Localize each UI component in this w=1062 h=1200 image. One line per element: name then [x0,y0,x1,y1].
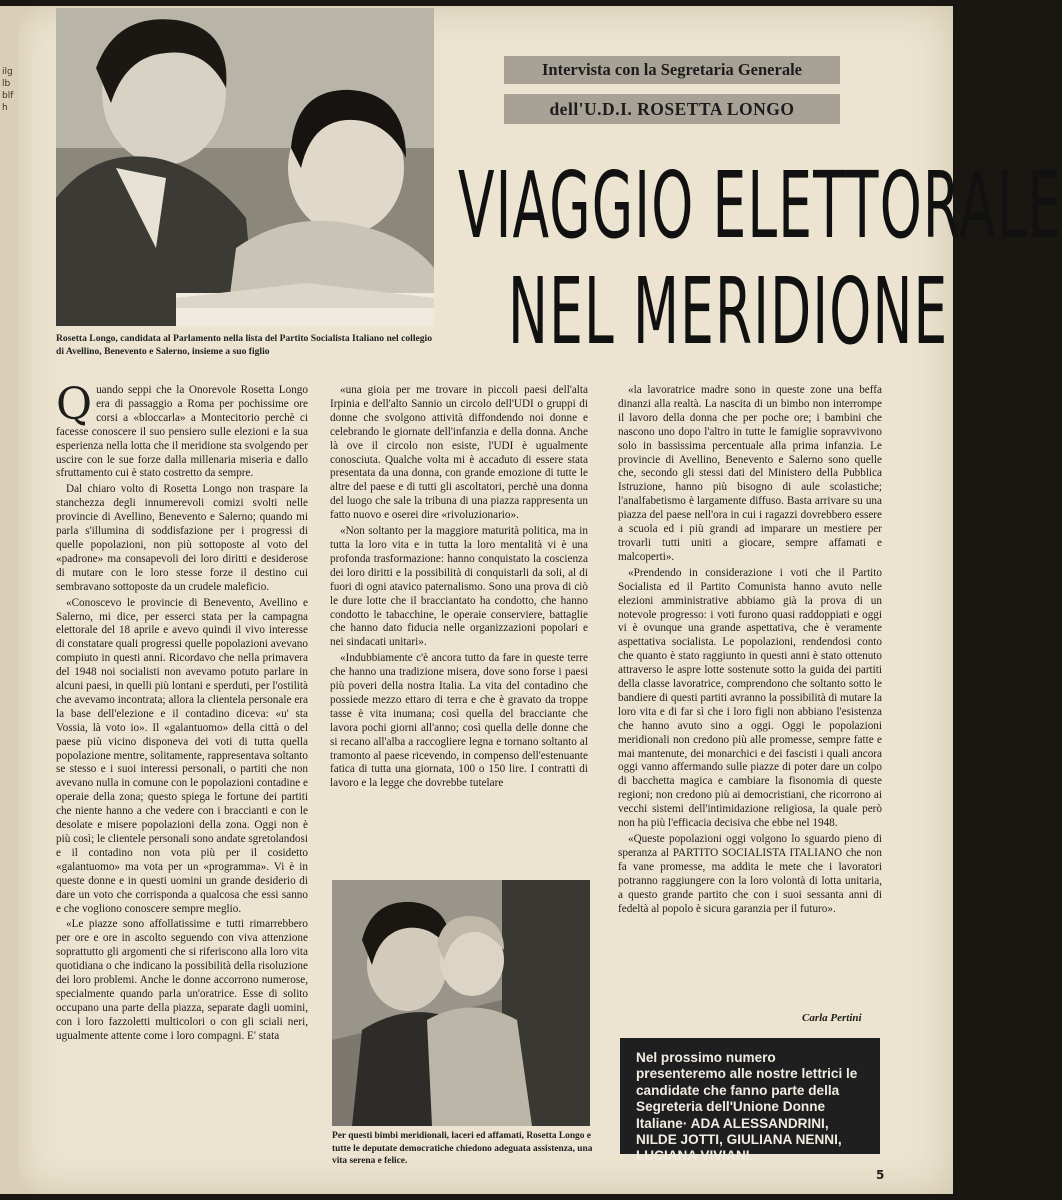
photo-illustration [56,8,434,326]
photo-mother-and-son [56,8,434,326]
kicker-line-2: dell'U.D.I. ROSETTA LONGO [504,94,840,124]
paragraph: «Conoscevo le provincie di Benevento, Avellino e Salerno, mi dice, per esserci stata per la campagna elettorale del 18 aprile e avevo quindi il vivo interesse di constatare quali progressi quelle popolazioni avevano compiuto in questi anni. Ricordavo che nella primavera del 1948 noi socialisti non avevamo potuto parlare in alcuni paesi, in quelli più lontani e sperduti, per l'ostilità che avevamo incontrata; allora la clientela personale era la base dell'elezione e il contadino diceva: «u' sta Vossia, là voto io». Il «galantuomo» della città o del paese più vicino disponeva dei voti di tutta quella popolazione mentre, solitamente, rappresentava soltanto se stesso e i suoi interessi personali, o partiti che non avevano nulla in comune con le popolazioni contadine e operaie della zona; questo spiega le fortune dei partiti che niente hanno a che vedere con i braccianti e con le desolate e misere popolazioni della zona. Oggi non è più così; le clientele personali sono andate sgretolandosi e il contadino non vota più per il cosidetto «galantuomo» ma vota per un «programma». Vi è in queste donne e in questi uomini un grande desiderio di dare un voto che corrisponda a qualcosa che essi sanno e che vogliono conoscere sempre meglio. [56,596,308,915]
paragraph: «Prendendo in considerazione i voti che il Partito Socialista ed il Partito Comunista hanno avuto nelle elezioni amministrative abbiamo già la prova di un notevole progresso: i voti furono quasi raddoppiati e oggi vi è ovunque una grande aspettativa, che è veramente aspettativa socialista. Le popolazioni, rendendosi conto che quanto è stato raggiunto in questi anni è stato ottenuto attraverso le aspre lotte sostenute sotto la guida dei partiti della classe lavoratrice, comprendono che soltanto sotto le bandiere di questi partiti avranno la possibilità di mutare la loro vita e di far sì che i loro figli non abbiano l'esistenza che hanno avuto sino a oggi. Oggi le popolazioni meridionali non credono più alle promesse, sempre fatte e mai mantenute, dei monarchici e dei fascisti i quali ancora oggi vanno affermando sulle piazze di poter dare un colpo di bacchetta magica e cambiare la fisonomia di queste regioni; non credono più ai democristiani, che ricorrono ai vecchi sistemi dell'intimidazione religiosa, la quale però non ha più l'efficacia decisiva che ebbe nel 1948. [618,566,882,830]
photo-top-caption: Rosetta Longo, candidata al Parlamento nella lista del Partito Socialista Italiano nel collegio di Avellino, Benevento e Salerno, insieme a suo figlio [56,333,433,357]
paragraph: «Non soltanto per la maggiore maturità politica, ma in tutta la loro vita e in tutta la loro mentalità vi è una profonda trasformazione: hanno conquistato la coscienza dei loro diritti e la possibilità di conquistarli da soli, al di fuori di ogni atavico paternalismo. Sono una prova di ciò le dure lotte che il bracciantato ha condotto, che hanno condotto le tabacchine, le operaie conserviere, battaglie che hanno dato fiducia nelle organizzazioni popolari e nei sindacati unitari». [330,525,588,649]
adjacent-page-spine [0,6,18,1194]
photo-bottom-caption: Per questi bimbi meridionali, laceri ed affamati, Rosetta Longo e tutte le deputate democratiche chiedono adeguata assistenza, una vita serena e felice. [332,1131,593,1166]
photo-illustration [332,880,590,1126]
photo-southern-children [332,880,590,1126]
article-column-1 [56,379,308,1046]
kicker-line-1: Intervista con la Segretaria Generale [504,56,840,84]
article-column-3 [618,384,882,918]
headline-line-1: VIAGGIO ELETTORALE [458,152,1062,259]
page-number: 5 [876,1168,885,1182]
paragraph: «Queste popolazioni oggi volgono lo sguardo pieno di speranza al PARTITO SOCIALISTA ITALIANO che non fa vane promesse, ma addita le mete che i lavoratori potranno raggiungere con la loro volontà di lotta unitaria, a questo grande partito che con i suoi sessanta anni di fedeltà al popolo è sicura garanzia per il futuro». [618,833,882,915]
author-signature: Carla Pertini [802,1012,862,1024]
paragraph: «una gioia per me trovare in piccoli paesi dell'alta Irpinia e dell'alto Sannio un circolo dell'UDI o gruppi di donne che svolgono attività diffondendo noi donne e celebrando le giornate dell'infanzia e della donna. Anche là ove il circolo non esiste, l'UDI è ugualmente conosciuta. Qualche volta mi è accaduto di essere stata presentata da una donna, con grande emozione di tutte le altre del paese e di tutti gli ascoltatori, perchè una donna del luogo che sale la tribuna di una piazza rappresenta un fatto nuovo e oserei dire «rivoluzionario». [330,384,588,522]
magazine-page [18,6,1062,1194]
paragraph: «Le piazze sono affollatissime e tutti rimarrebbero per ore e ore in ascolto seguendo con viva attenzione soprattutto gli argomenti che si riferiscono alla loro vita quotidiana o che indicano la possibilità della risoluzione dei loro problemi. Anche le donne accorrono numerose, specialmente quando parla un'oratrice. Esse di solito occupano una parte della piazza, separate dagli uomini, con i loro fazzoletti multicolori o con gli sciali neri, ugualmente attente come i loro compagni. E' stata [56,918,308,1042]
paragraph: Dal chiaro volto di Rosetta Longo non traspare la stanchezza degli innumerevoli comizi svolti nelle provincie di Avellino, Benevento e Salerno; quando mi parla s'illumina di soddisfazione per i progressi di quelle popolazioni, non più sottoposte al voto del «padrone» ma consapevoli dei loro diritti e desiderose di mutare con le loro stesse forze il destino cui sembravano sottoposte da un crudele maleficio. [56,483,308,593]
drop-cap: Q [56,379,93,430]
next-issue-promo-box [620,1038,880,1164]
article-column-2 [330,384,588,793]
spine-text: ilglbblfh [2,67,14,113]
promo-text: Nel prossimo numero presenteremo alle nostre lettrici le candidate che fanno parte della Segreteria dell'Unione Donne Italiane· ADA ALESSANDRINI, NILDE JOTTI, GIULIANA NENNI, LUCIANA VIVIANI. [636,1050,858,1164]
headline-line-2: NEL MERIDIONE [508,258,949,365]
paragraph: «la lavoratrice madre sono in queste zone una beffa dinanzi alla realtà. La nascita di un bimbo non interrompe il lavoro della donna che per poche ore; i bambini che nascono uno dopo l'altro in tutte le famiglie sopravvivono solo in bassissima percentuale alla prima infanzia. Le provincie di Avellino, Benevento e Salerno sono quelle che, secondo gli stessi dati del Ministero della Pubblica Istruzione, hanno più bisogno di aule scolastiche; l'analfabetismo è largamente diffuso. Basta arrivare su una piazza del paese nell'ora in cui i ragazzi dovrebbero essere a scuola ed i più grandi ad imparare un mestiere per trovarli tutti uniti a giocare, sempre affamati e malcoperti». [618,384,882,563]
paragraph: uando seppi che la Onorevole Rosetta Longo era di passaggio a Roma per pochissime ore corsi a «bloccarla» a Montecitorio perchè ci facesse conoscere il suo pensiero sulle elezioni e la sua esperienza nella lotta che il meridione sta svolgendo per uscire con le sue forze dalla millenaria miseria e dallo sfruttamento cui è stato costretto da sempre. [56,384,308,480]
paragraph: «Indubbiamente c'è ancora tutto da fare in queste terre che hanno una tradizione misera, dove sono forse i paesi più poveri della nostra Italia. La vita del contadino che possiede mezzo ettaro di terra e che è gravato da troppe tasse è vita inumana; così quella del bracciante che lavora pochi giorni all'anno; così quella delle donne che si recano all'alba a raccogliere legna e tornano soltanto al tramonto al paese ricevendo, in compenso dell'estenuante fatica di tutta una giornata, 100 o 150 lire. I contratti di lavoro e la legge che dovrebbe tutelare [330,652,588,790]
